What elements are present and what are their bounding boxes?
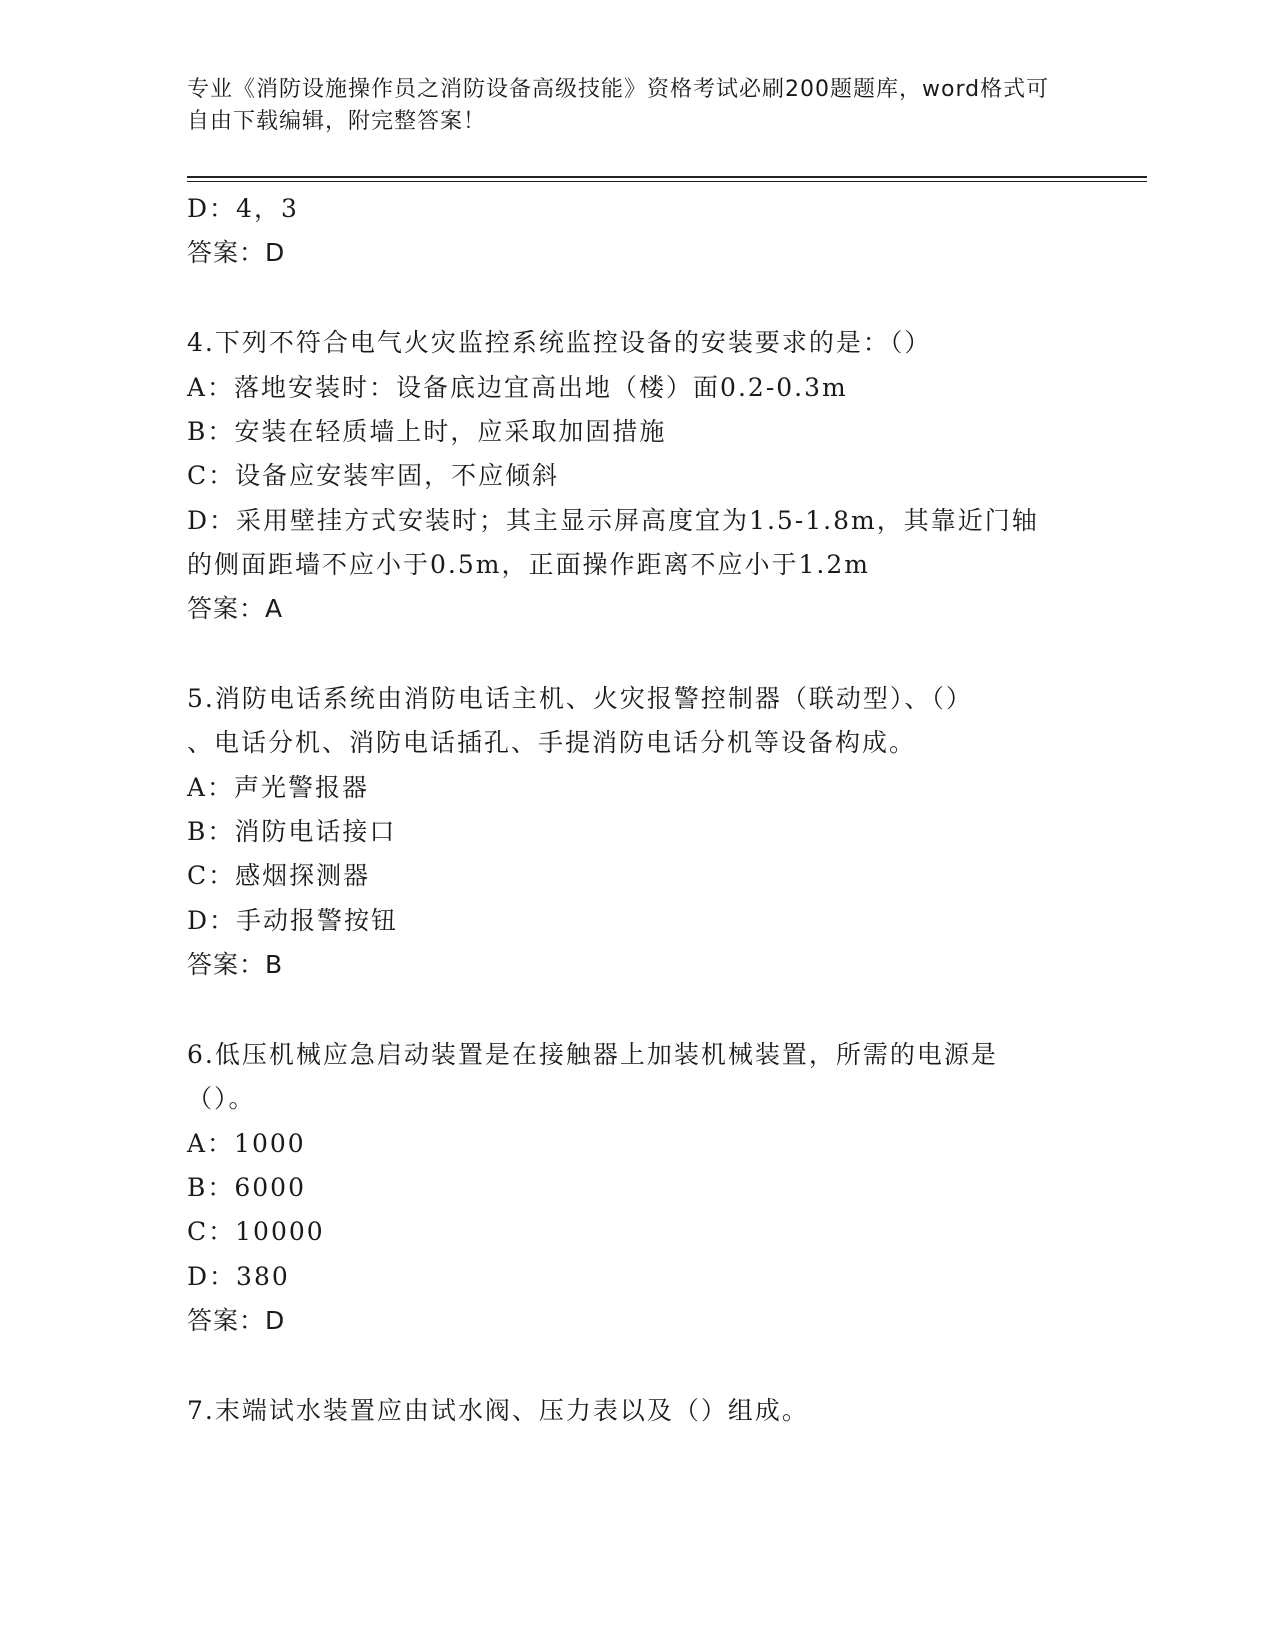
option-d: D：380 [187,1262,290,1291]
option-c: C：感烟探测器 [187,861,371,890]
answer-line: 答案：D [187,238,286,267]
option-b: B：安装在轻质墙上时，应采取加固措施 [187,417,667,446]
question-4: 4.下列不符合电气火灾监控系统监控设备的安装要求的是：（） [187,328,932,357]
document-header: 专业《消防设施操作员之消防设备高级技能》资格考试必刷200题题库，word格式可自由下载编辑，附完整答案！ [187,77,1050,134]
question-7: 7.末端试水装置应由试水阀、压力表以及（）组成。 [187,1396,809,1425]
option-b: B：消防电话接口 [187,817,397,846]
answer-line: 答案：B [187,950,284,979]
answer-line: 答案：D [187,1306,286,1335]
option-d-continued: 的侧面距墙不应小于0.5m，正面操作距离不应小于1.2m [187,550,870,579]
option-c: C：设备应安装牢固，不应倾斜 [187,461,560,490]
option-c: C：10000 [187,1217,325,1246]
option-a: A：声光警报器 [187,773,370,802]
question-6: 6.低压机械应急启动装置是在接触器上加装机械装置，所需的电源是 [187,1040,998,1069]
header-divider-thin [187,181,1147,182]
question-5-continued: 、电话分机、消防电话插孔、手提消防电话分机等设备构成。 [187,728,917,757]
header-divider [187,176,1147,178]
question-5: 5.消防电话系统由消防电话主机、火灾报警控制器（联动型）、（） [187,684,973,713]
option-d: D：采用壁挂方式安装时；其主显示屏高度宜为1.5-1.8m，其靠近门轴 [187,506,1039,535]
option-b: B：6000 [187,1173,306,1202]
answer-line: 答案：A [187,594,284,623]
option-d: D：4，3 [187,194,299,223]
option-a: A：落地安装时：设备底边宜高出地（楼）面0.2-0.3m [187,373,848,402]
question-6-continued: （）。 [187,1084,256,1113]
option-a: A：1000 [187,1129,306,1158]
option-d: D：手动报警按钮 [187,906,399,935]
